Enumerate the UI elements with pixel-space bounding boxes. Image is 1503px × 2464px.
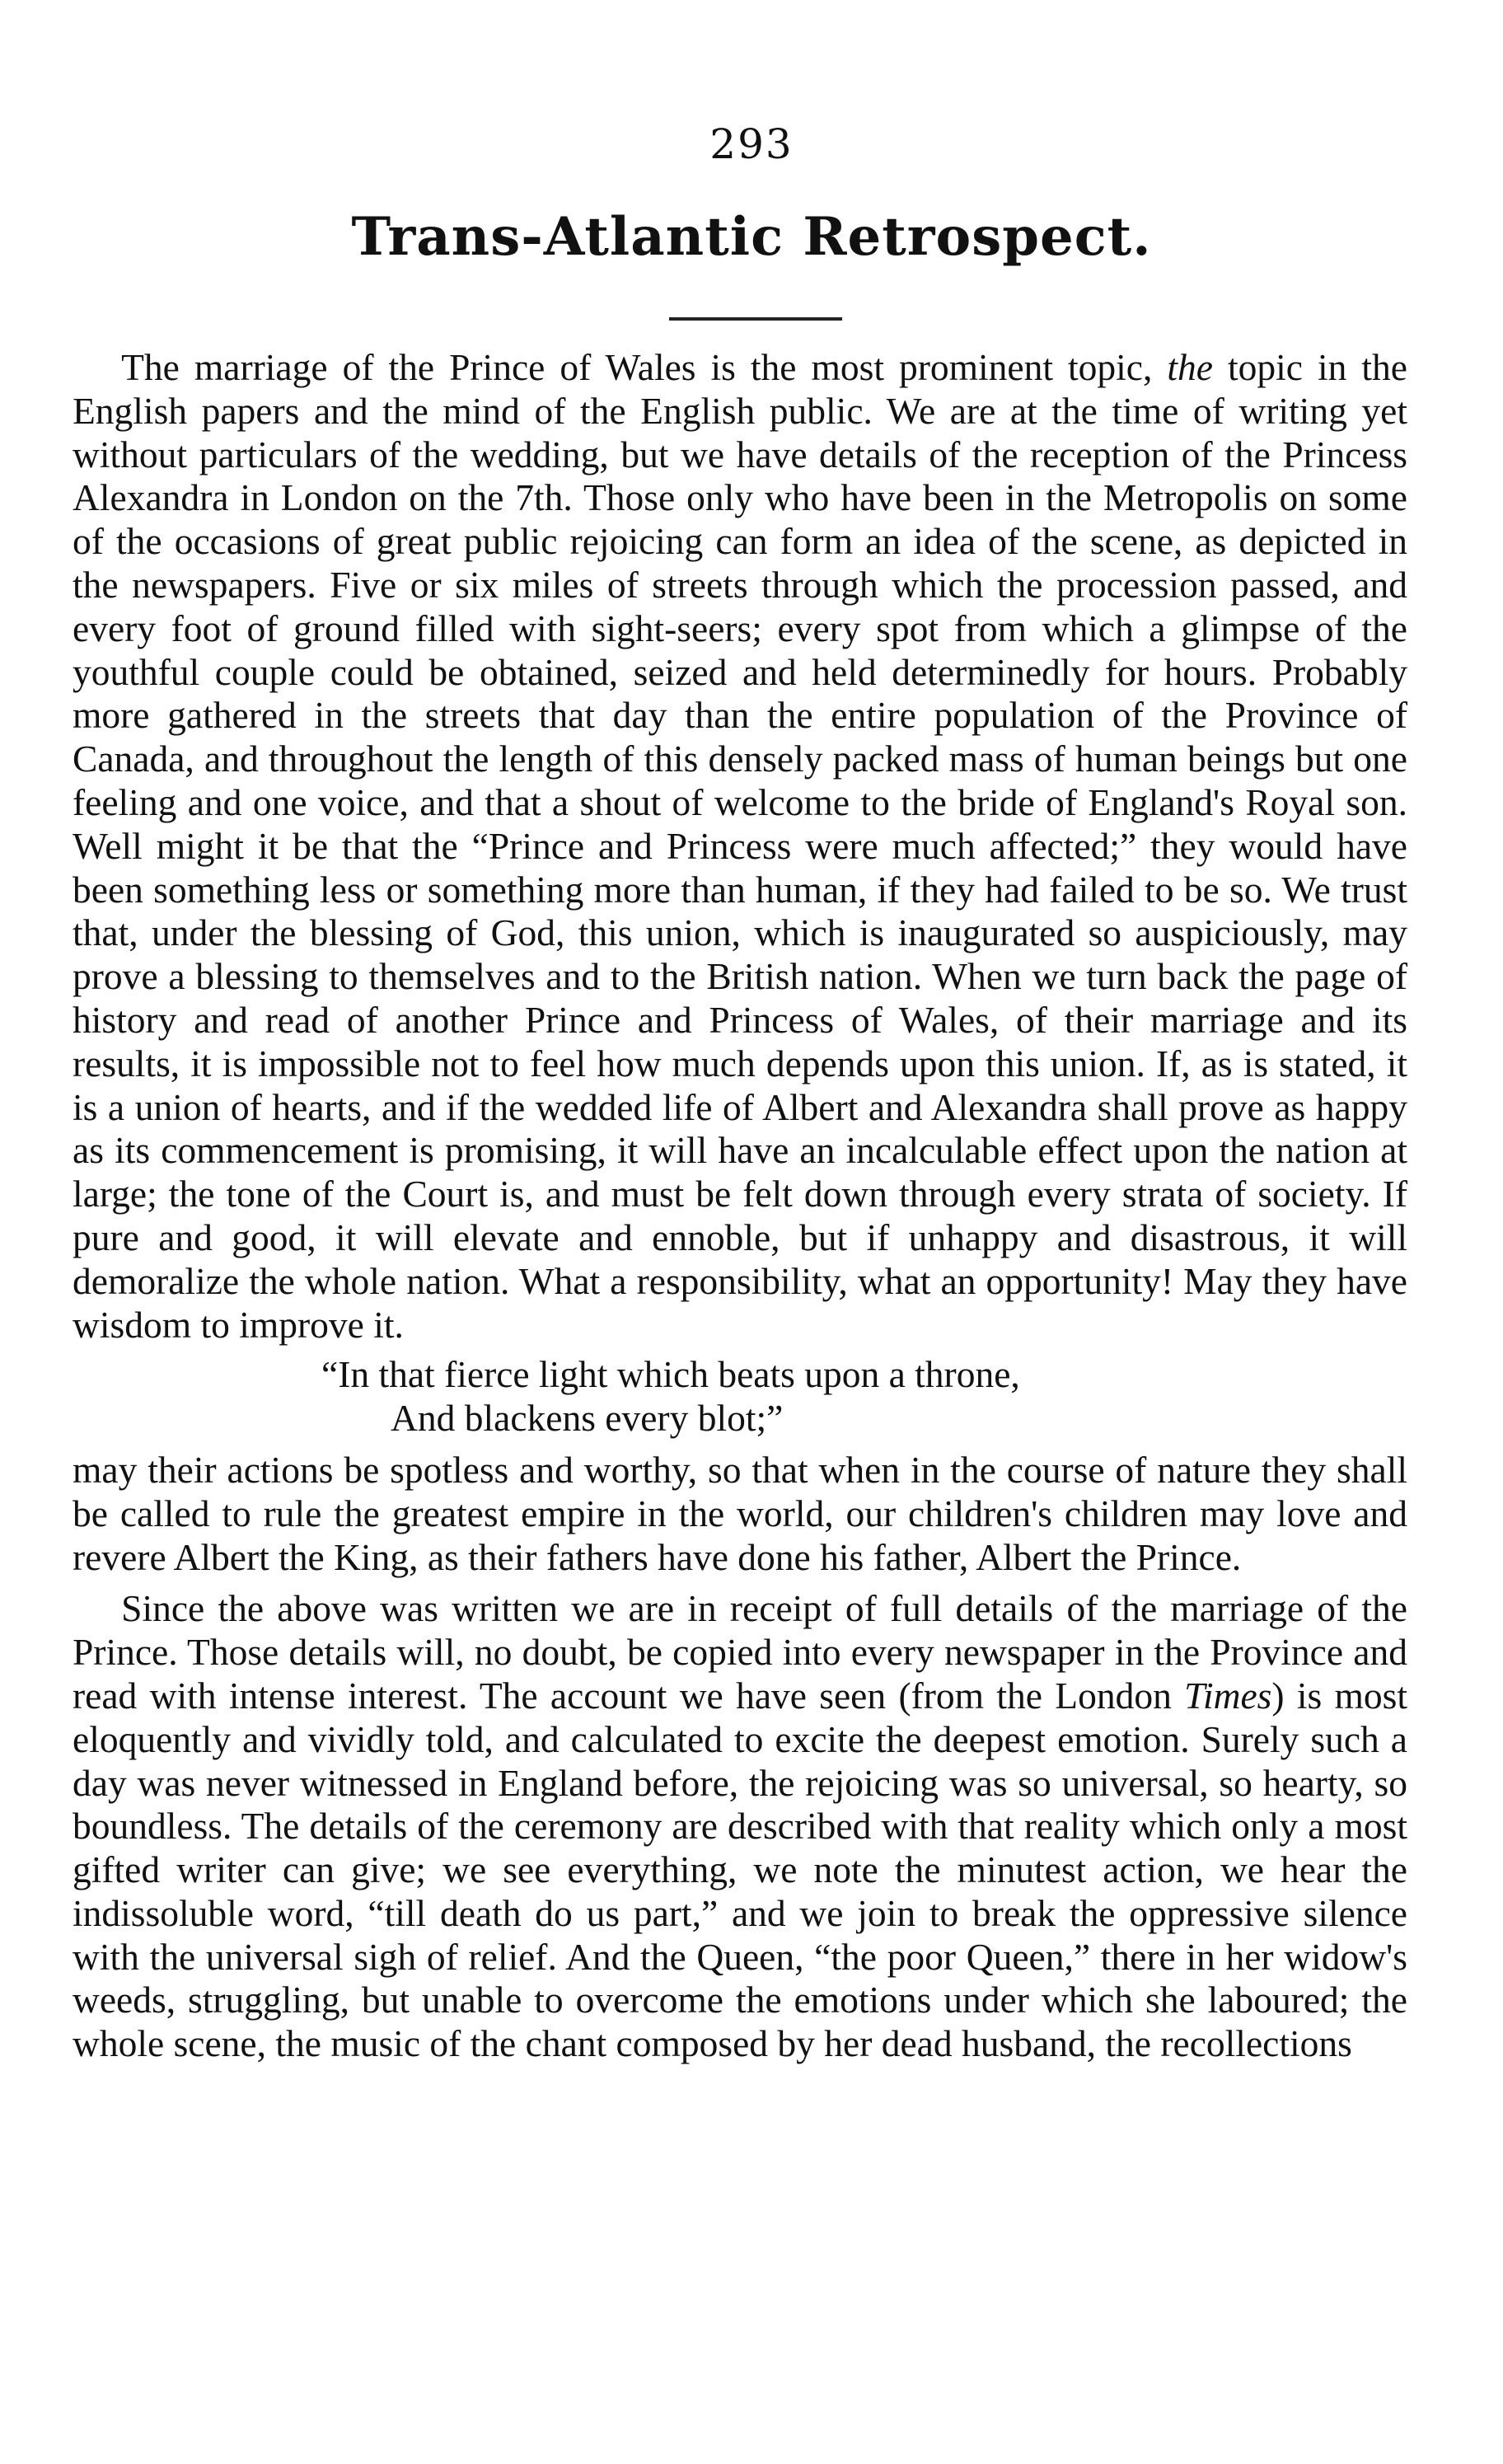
paragraph-1	[73, 346, 1407, 1347]
paragraph-1-text-b: topic in the English papers and the mind of the English public. We are at the time of writing yet without particulars of the wedding, but we have details of the reception of the Princess Alexandra in London on the 7th. Those only who have been in the Metropolis on some of the occasions of great public rejoicing can form an idea of the scene, as depicted in the newspapers. Five or six miles of streets through which the procession passed, and every foot of ground filled with sight-seers; every spot from which a glimpse of the youthful couple could be obtained, seized and held determinedly for hours. Probably more gathered in the streets that day than the entire population of the Province of Canada, and throughout the length of this densely packed mass of human beings but one feeling and one voice, and that a shout of welcome to the bride of England's Royal son. Well might it be that the “Prince and Princess were much affected;” they would have been something less or something more than human, if they had failed to be so. We trust that, under the blessing of God, this union, which is inaugurated so auspiciously, may prove a blessing to themselves and to the British nation. When we turn back the page of history and read of another Prince and Princess of Wales, of their marriage and its results, it is impossible not to feel how much depends upon this union. If, as is stated, it is a union of hearts, and if the wedded life of Albert and Alexandra shall prove as happy as its commencement is promising, it will have an incalculable effect upon the nation at large; the tone of the Court is, and must be felt down through every strata of society. If pure and good, it will elevate and ennoble, but if unhappy and disastrous, it will demoralize the whole nation. What a responsibility, what an opportunity! May they have wisdom to improve it.	[73, 346, 1407, 1346]
paragraph-1-emphasis: the	[1167, 346, 1213, 388]
paragraph-1-text-a: The marriage of the Prince of Wales is the most prominent topic,	[121, 346, 1168, 388]
quote-line-1: “In that fierce light which beats upon a throne,	[321, 1353, 1020, 1396]
page-number: 293	[709, 120, 794, 168]
paragraph-3-text-a: Since the above was written we are in receipt of full details of the marriage of the Prince. Those details will, no doubt, be copied into every newspaper in the Province and read with intense interest. The account we have seen (from the London	[73, 1587, 1407, 1717]
article-title: Trans-Atlantic Retrospect.	[351, 206, 1152, 268]
paragraph-3	[73, 1587, 1407, 2066]
paragraph-2: may their actions be spotless and worthy, so that when in the course of nature they shall be called to rule the greatest empire in the world, our children's children may love and revere Albert the King, as their fathers have done his father, Albert the Prince.	[73, 1448, 1407, 1578]
quote-line-2: And blackens every blot;”	[391, 1397, 784, 1440]
paragraph-3-emphasis: Times	[1184, 1674, 1272, 1717]
article-body	[73, 346, 1407, 2066]
verse-quote	[73, 1353, 1407, 1440]
paragraph-3-text-b: ) is most eloquently and vividly told, and calculated to excite the deepest emotion. Surely such a day was never witnessed in England before, the rejoicing was so universal, so hearty, so boundless. The details of the ceremony are described with that reality which only a most gifted writer can give; we see everything, we note the minutest action, we hear the indissoluble word, “till death do us part,” and we join to break the oppressive silence with the universal sigh of relief. And the Queen, “the poor Queen,” there in her widow's weeds, struggling, but unable to overcome the emotions under which she laboured; the whole scene, the music of the chant composed by her dead husband, the recollections	[73, 1674, 1407, 2065]
title-divider	[669, 317, 842, 321]
